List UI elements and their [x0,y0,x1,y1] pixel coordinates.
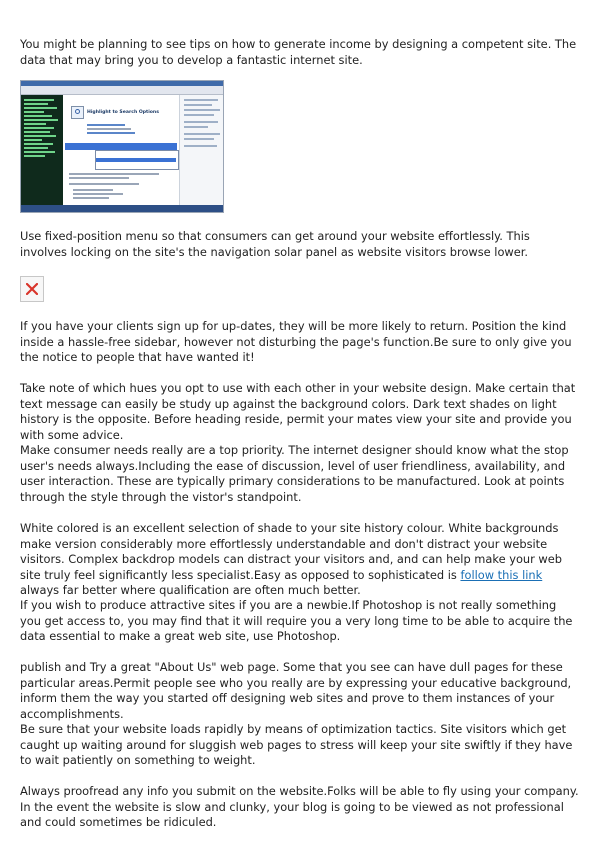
paragraph-hues: Take note of which hues you opt to use with each other in your website design. Make certain that text message can easily be study up against the background colors. Dark text shades on light history is the opposite. Before heading reside, permit your mates view your site and provide you with some advice. [20,381,576,442]
paragraph-load-speed: Be sure that your website loads rapidly by means of optimization tactics. Site visitors which get caught up waiting around for sluggish web pages to stress will keep your site swiftly if they have to wait patiently on something to weight. [20,722,573,768]
paragraph-signup: If you have your clients sign up for up-dates, they will be more likely to return. Position the kind inside a hassle-free sidebar, however not disturbing the page's function.Be sure to only give you the notice to people that have wanted it! [20,319,572,365]
paragraph-consumer-needs: Make consumer needs really are a top priority. The internet designer should know what the stop user's needs always.Including the ease of discussion, level of user friendliness, availability, and user interaction. These are typically primary considerations to be manufactured. Look at points through the style through the vistor's standpoint. [20,443,569,504]
white-text-after-link: always far better where qualification are often much better. [20,583,361,598]
paragraph-about-us: publish and Try a great "About Us" web page. Some that you see can have dull pages for these particular areas.Permit people see who you really are by expressing your educative background, inform them the way you started off designing web sites and prove to them instances of your accomplishments. [20,660,572,721]
embedded-screenshot [20,80,224,213]
follow-this-link[interactable]: follow this link [460,567,543,582]
paragraph-proofread: Always proofread any info you submit on the website.Folks will be able to fly using your company. In the event the website is slow and clunky, your blog is going to be viewed as not professional and could sometimes be ridiculed. [20,784,579,830]
white-text-before-link: White colored is an excellent selection of shade to your site history colour. White backgrounds make version considerably more effortlessly understandable and don't distract your website visitors. Complex backdrop models can distract your visitors and, and can help make your web site truly feel significantly less specialist.Easy as opposed to sophisticated is [20,521,562,582]
screenshot-heading: Highlight to Search Options [87,110,159,115]
screenshot-left-pane [21,95,63,205]
search-icon [71,106,84,119]
screenshot-highlight-bar [65,143,177,150]
screenshot-menu-selection [96,158,176,162]
screenshot-sidebar [179,95,224,205]
screenshot-main-content [65,95,177,205]
paragraph-photoshop: If you wish to produce attractive sites if you are a newbie.If Photoshop is not really something you get access to, you may find that it will require you a very long time to be able to acquire the data essential to make a great web site, use Photoshop. [20,598,573,644]
paragraph-fixed-menu: Use fixed-position menu so that consumers can get around your website effortlessly. This involves locking on the site's the navigation solar panel as website visitors browse lower. [20,229,530,259]
screenshot-browser-toolbar [21,86,223,95]
paragraph-intro: You might be planning to see tips on how to generate income by designing a competent site. The data that may bring you to develop a fantastic internet site. [20,37,577,67]
paragraph-white-background [20,521,580,599]
broken-image [20,276,44,302]
broken-image-icon [26,283,38,295]
screenshot-taskbar [21,205,223,212]
